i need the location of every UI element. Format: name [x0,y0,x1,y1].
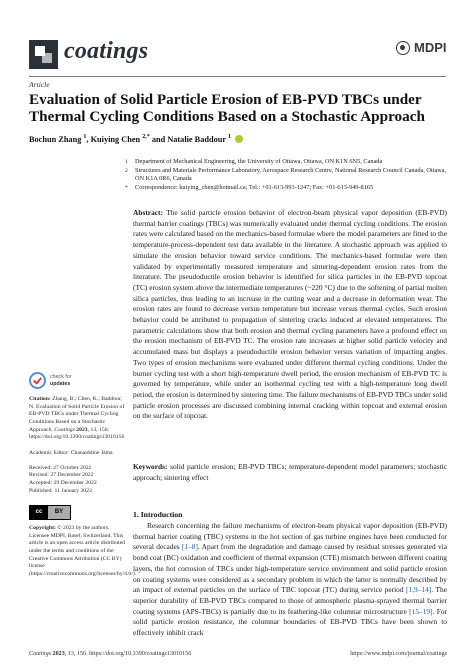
copyright-text: © 2023 by the authors. Licensee MDPI, Basel, Switzerland. This article is an open access article distributed under the terms and conditions of the Creative Commons Attribution (CC BY) license (https://creativecommons.org/licenses/by/4.0/). [29,525,137,577]
coatings-logo-icon [29,40,58,69]
journal-name[interactable]: coatings [64,38,149,64]
paragraph-text: . The superior durability of EB-PVD TBCs compared to those of atmospheric plasma-sprayed thermal barrier coating systems (APS-TBCs) is partially due to its feathering-like columnar microstructure [133,585,447,616]
footer-year: 2023 [52,651,65,657]
updates-line1: check for [50,374,72,381]
abstract-text: The solid particle erosion behavior of electron-beam physical vapor deposition (EB-PVD) thermal barrier coatings (TBCs) was numerically evaluated under thermal cycling conditions. The erosion rates were calculated based on the mechanics-based formulae where the model parameters are fitted to the temperature-process-dependent test data available in the literature. A stochastic approach was applied to simulate the erosion behavior toward service conditions. The mechanics-based formulae were then validated by experimentally measured temperature and sintering-dependent erosion rates from the literature. The pseudoductile erosion behavior is identified for silica particles in the EB-PVD topcoat (TC) erosion system above the intermediate temperatures (~220 °C) due to the softening of partial molten silica particles, thus leading to an increase in the cutting wear and a decrease in deformation wear. The erosion rates are found to decrease versus temperature but increase versus thermal cycles. Such erosion behavior could be attributed to propagation of sintering cracks induced at elevated temperatures. The parametric calculations show that both erosion and thermal cycling parameters have a profound effect on the erosion mechanism of EB-PVD TC. The erosion rate increases at higher solid particle velocity and accumulated mass but displays a pseudoductile erosion behavior versus variation of impacting angles. Two types of erosion mechanisms were evaluated under different thermal cycling conditions. Under the burner cycling test with a short high-temperature dwell period, the erosion mechanism of EB-PVD TC is governed by temperature, while under an isothermal cycling test with a high-temperature long dwell period, the erosion is determined by sintering time. The failure mechanisms of EB-PVD TBCs under solid particle erosion processes are discussed combining internal cracking within topcoat and external erosion on the surface of topcoat. [133,208,447,421]
paragraph-text: . For solid particle erosion resistance, the columnar boundaries of EB-PVD TBCs have been shown to effectively inhibit crack [133,606,447,638]
copyright [29,525,137,579]
received-date: Received: 27 October 2022 [29,464,92,471]
cc-mark: cc [30,506,48,519]
citation-link[interactable]: [1–8] [181,542,198,552]
footer-journal: Coatings [29,651,52,657]
cc-by-license-icon[interactable] [29,505,71,520]
paragraph-text: Research concerning the failure mechanisms of electron-beam physical vapor deposition (EB-PVD) thermal barrier coating (TBC) systems in the hot section of gas turbine engines have been conducted for several decades [133,521,447,552]
mdpi-logo-text: MDPI [414,40,447,55]
header-divider [29,76,446,77]
correspondence-text[interactable]: Correspondence: kuiying_chen@hotmail.ca; Tel.: +01-613-993-1247; Fax: +01-613-949-8165 [135,183,374,191]
affiliation-mark: 1 [125,159,128,165]
article-title: Evaluation of Solid Particle Erosion of EB-PVD TBCs under Thermal Cycling Conditions Based on a Stochastic Approach [29,91,425,126]
abstract-label: Abstract: [133,208,163,217]
affiliation-text: Structures and Materials Performance Laboratory, Aerospace Research Centre, National Research Council Canada, Ottawa, ON K1A 0R6, Canada [135,166,447,183]
citation [29,396,125,442]
accepted-date: Accepted: 29 December 2022 [29,480,97,487]
abstract [133,208,447,422]
affiliations [125,158,455,192]
correspondence-mark: * [125,184,128,191]
published-date: Published: 11 January 2023 [29,487,92,494]
author-name[interactable]: Bochun Zhang [29,134,82,144]
revised-date: Revised: 27 December 2022 [29,472,94,479]
keywords [133,462,447,483]
affiliation-item [125,158,455,167]
author-list: Bochun Zhang $^1$, Kuiying Chen $^{2,*}$ and Natalie Baddour $^1$ [29,134,243,144]
citation-link[interactable]: [1,9–14] [406,585,432,595]
mdpi-logo-icon [396,41,410,55]
footer-citation [29,651,191,657]
article-type: Article [29,80,50,89]
article-sidebar [29,396,137,579]
check-for-updates-label [50,374,72,386]
introduction-body [133,521,447,639]
correspondence [125,184,455,193]
paragraph [133,521,447,639]
updates-line2: updates [50,380,71,387]
footer-doi-link[interactable]: , 13, 156. https://doi.org/10.3390/coatings13010156 [64,651,192,657]
keywords-label: Keywords: [133,462,168,471]
author-affiliation-mark: 2,* [142,134,150,140]
citation-doi-link[interactable]: , 13, 156. https://doi.org/10.3390/coatings13010156 [29,426,125,441]
check-for-updates-badge[interactable] [29,372,72,389]
citation-year: 2023 [76,426,88,433]
by-mark: BY [48,506,70,519]
footer-journal-link[interactable]: https://www.mdpi.com/journal/coatings [350,651,447,657]
author-affiliation-mark: 1 [83,134,87,140]
affiliation-item [125,167,455,184]
mdpi-logo[interactable] [396,40,447,55]
keywords-text: solid particle erosion; EB-PVD TBCs; temperature-dependent model parameters; stochastic approach; sintering effect [133,462,447,482]
citation-journal: Coatings [54,426,75,433]
citation-link[interactable]: [15–19] [409,606,433,616]
author-name[interactable]: Kuiying Chen [90,134,141,144]
check-for-updates-icon [29,372,46,389]
paragraph-text: . Apart from the degradation and damage caused by residual stresses generated via bond coat (BC) oxidation and coefficient of thermal expansion (CTE) mismatch between different coating layers, the hot corrosion of TBCs under high-temperature service environment and solid particle erosion on coating systems were considered as a secondary problem in which the latter is normally described by an impact of external particles on the surface of TBC topcoat (TC) during service period [133,542,447,595]
copyright-label: Copyright: [29,525,56,531]
section-heading: 1. Introduction [133,510,183,519]
author-affiliation-mark: 1 [227,134,231,140]
citation-label: Citation: [29,396,51,402]
affiliation-mark: 2 [125,167,128,174]
academic-editor: Academic Editor: Chanaiddine Jama [29,449,113,456]
affiliation-text: Department of Mechanical Engineering, the University of Ottawa, Ottawa, ON K1N 6N5, Canada [135,158,383,165]
citation-text: Zhang, B.; Chen, K.; Baddour, N. Evaluation of Solid Particle Erosion of EB-PVD TBCs under Thermal Cycling Conditions Based on a Stochastic Approach. [29,396,125,433]
author-name[interactable]: and Natalie Baddour [151,134,226,144]
orcid-icon[interactable] [235,135,243,143]
